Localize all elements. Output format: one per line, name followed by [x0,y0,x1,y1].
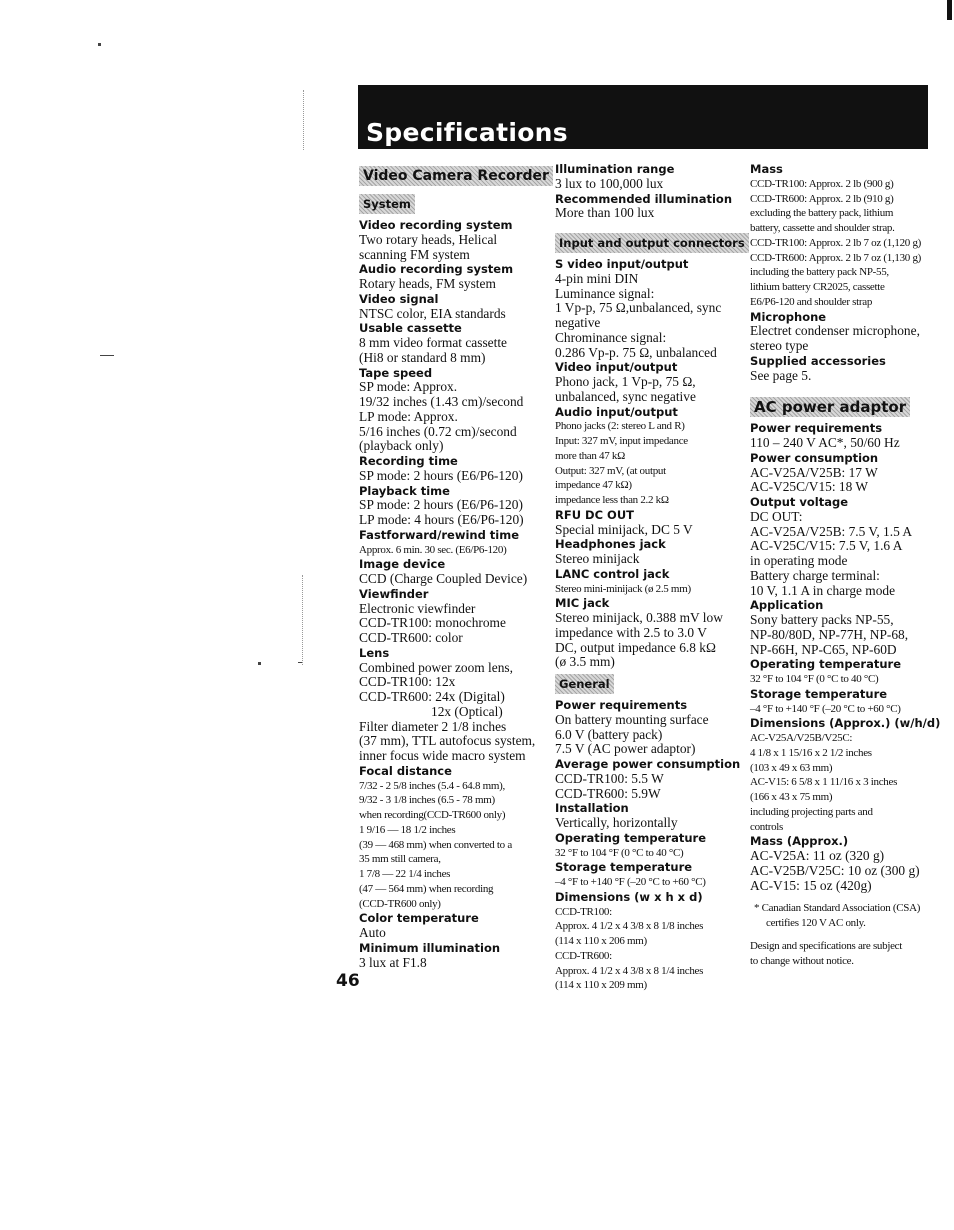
spec-value-small: Approx. 4 1/2 x 4 3/8 x 8 1/8 inches [555,920,704,933]
spec-label: Average power consumption [555,757,741,771]
spec-value: CCD-TR100: monochrome [359,615,506,631]
spec-value: 0.286 Vp-p. 75 Ω, unbalanced [555,344,717,360]
spec-value: Electret condenser microphone, [750,323,920,339]
spec-value: Auto [359,925,386,940]
spec-value: AC-V25A/V25B: 17 W [750,464,878,480]
spec-value: AC-V25B/V25C: 10 oz (300 g) [750,862,920,878]
spec-value-small: AC-V15: 6 5/8 x 1 11/16 x 3 inches [750,776,898,789]
spec-label: Usable cassette [359,321,462,336]
spec-value-small: 9/32 - 3 1/8 inches (6.5 - 78 mm) [359,794,495,807]
scan-speck [258,662,261,665]
section-heading-row [359,162,549,190]
spec-value: Combined power zoom lens, [359,659,513,675]
spec-value: 3 lux at F1.8 [359,954,427,970]
spec-value-small: lithium battery CR2025, cassette [750,281,885,293]
spec-value: Stereo minijack, 0.388 mV low [555,610,723,625]
scan-line [303,90,304,150]
spec-value-small: (CCD-TR600 only) [359,897,441,910]
page-number: 46 [336,971,360,991]
spec-label: Viewfinder [359,586,429,601]
spec-value: 1 Vp-p, 75 Ω,unbalanced, sync [555,300,722,316]
spec-value: Vertically, horizontally [555,815,678,830]
spec-label: LANC control jack [555,566,670,581]
spec-label: Video recording system [359,218,513,232]
spec-label: Operating temperature [750,657,901,672]
spec-value: (playback only) [359,438,444,454]
spec-value: Two rotary heads, Helical [359,231,498,247]
spec-value: 3 lux to 100,000 lux [555,175,664,191]
spec-value: inner focus wide macro system [359,748,526,763]
spec-value: CCD-TR100: 12x [359,674,456,690]
spec-label: Recommended illumination [555,191,733,206]
spec-column-1 [359,162,549,970]
spec-value-small: CCD-TR100: Approx. 2 lb 7 oz (1,120 g) [750,236,922,249]
spec-value: NP-66H, NP-C65, NP-60D [750,641,897,657]
spec-value: Luminance signal: [555,285,655,301]
spec-value-small: 35 mm still camera, [359,853,441,866]
spec-label: Application [750,598,824,613]
spec-value: CCD-TR600: 24x (Digital) [359,689,505,704]
spec-label: Lens [359,645,390,660]
spec-value: negative [555,315,601,330]
spec-label: MIC jack [555,596,610,611]
spec-label: Headphones jack [555,537,666,552]
spec-value-small: Input: 327 mV, input impedance [555,435,688,447]
spec-label: Video input/output [555,360,678,375]
spec-value: CCD (Charge Coupled Device) [359,571,528,586]
spec-value: Rotary heads, FM system [359,276,496,291]
spec-value-small: 32 °F to 104 °F (0 °C to 40 °C) [555,846,684,859]
section-heading: Input and output connectors [555,233,749,253]
spacer [750,893,940,901]
spec-value-small: CCD-TR600: Approx. 2 lb (910 g) [750,192,894,205]
spec-value-small: impedance 47 kΩ) [555,479,632,492]
footnote: * Canadian Standard Association (CSA) certifies 120 V AC only. [754,902,921,929]
spec-value-small: Approx. 6 min. 30 sec. (E6/P6-120) [359,543,507,556]
spec-value: DC, output impedance 6.8 kΩ [555,639,716,655]
spacer [750,383,940,393]
spec-label: Supplied accessories [750,353,886,368]
spec-value-small: CCD-TR100: Approx. 2 lb (900 g) [750,177,894,190]
spec-value-small: Phono jacks (2: stereo L and R) [555,420,685,433]
spec-value: DC OUT: [750,508,803,524]
spec-value: 5/16 inches (0.72 cm)/second [359,423,517,439]
spec-label: Minimum illumination [359,940,501,955]
spec-label: Illumination range [555,162,675,176]
spec-label: Tape speed [359,365,433,380]
spec-value-small: 4 1/8 x 1 15/16 x 2 1/2 inches [750,746,872,759]
spec-label: Power requirements [555,698,688,712]
spec-value: AC-V25C/V15: 7.5 V, 1.6 A [750,538,903,554]
spec-label: Mass [750,162,783,176]
spec-value-small: more than 47 kΩ [555,449,625,462]
spec-value-small: to change without notice. [750,954,854,967]
section-heading-row [555,670,745,698]
spec-value: NTSC color, EIA standards [359,305,506,321]
spec-value-small: Approx. 4 1/2 x 4 3/8 x 8 1/4 inches [555,964,704,977]
spec-value: scanning FM system [359,246,470,262]
spec-value: 19/32 inches (1.43 cm)/second [359,394,524,409]
spec-label: Focal distance [359,763,452,778]
spec-label: Operating temperature [555,830,706,845]
spec-value: impedance with 2.5 to 3.0 V [555,624,707,640]
spec-label: Audio recording system [359,262,514,277]
spec-value: SP mode: 2 hours (E6/P6-120) [359,467,523,483]
spec-value: Special minijack, DC 5 V [555,521,693,537]
section-heading: Video Camera Recorder [359,166,553,186]
spec-value: NP-80/80D, NP-77H, NP-68, [750,626,909,642]
scan-speck [98,43,101,46]
spec-value: Phono jack, 1 Vp-p, 75 Ω, [555,374,696,389]
spec-value-small: (47 — 564 mm) when recording [359,882,494,895]
section-heading-row [555,229,745,257]
spec-value: On battery mounting surface [555,711,709,727]
spec-value-small: (166 x 43 x 75 mm) [750,791,833,803]
spec-value: AC-V25C/V15: 18 W [750,479,869,495]
spec-value: CCD-TR100: 5.5 W [555,770,664,786]
spec-value-small: 32 °F to 104 °F (0 °C to 40 °C) [750,673,879,685]
spec-value: See page 5. [750,367,812,383]
spec-value: SP mode: 2 hours (E6/P6-120) [359,497,523,513]
spec-value-small: –4 °F to +140 °F (–20 °C to +60 °C) [555,876,706,888]
spec-value-small: Design and specifications are subject [750,939,903,952]
page-title: Specifications [366,118,568,147]
spec-value-small: including projecting parts and [750,805,873,818]
spec-value-small: E6/P6-120 and shoulder strap [750,295,873,308]
spec-value: stereo type [750,338,809,353]
spec-value: Battery charge terminal: [750,567,880,583]
spec-label: Dimensions (w x h x d) [555,889,703,904]
spec-value-small: 1 7/8 — 22 1/4 inches [359,868,451,880]
spec-value-small: CCD-TR600: [555,949,612,962]
spec-value: 110 – 240 V AC*, 50/60 Hz [750,435,900,450]
section-heading: AC power adaptor [750,397,910,417]
spec-label: Image device [359,557,446,572]
spec-value: AC-V15: 15 oz (420g) [750,877,872,893]
spec-value-small: Output: 327 mV, (at output [555,464,666,477]
spec-value-small: battery, cassette and shoulder strap. [750,222,895,234]
spec-value-small: (114 x 110 x 209 mm) [555,979,647,992]
spec-value: 8 mm video format cassette [359,335,507,350]
spacer [750,931,940,939]
spec-value: Sony battery packs NP-55, [750,612,894,627]
spec-value-small: excluding the battery pack, lithium [750,207,894,220]
spec-value: SP mode: Approx. [359,379,458,395]
spec-value-small: CCD-TR600: Approx. 2 lb 7 oz (1,130 g) [750,251,922,264]
spec-value: AC-V25A: 11 oz (320 g) [750,848,885,863]
spec-label: Power requirements [750,421,883,436]
spec-value-small: AC-V25A/V25B/V25C: [750,732,853,744]
spec-value: Electronic viewfinder [359,600,476,616]
spec-label: RFU DC OUT [555,507,635,522]
spec-value: (ø 3.5 mm) [555,654,615,670]
spec-value-small: impedance less than 2.2 kΩ [555,494,669,506]
spec-value-small: (114 x 110 x 206 mm) [555,935,647,947]
spec-label: Installation [555,801,629,816]
spec-value-small: including the battery pack NP-55, [750,266,889,279]
spec-value: CCD-TR600: 5.9W [555,785,661,801]
spec-column-2 [555,162,745,993]
spec-label: Mass (Approx.) [750,834,849,849]
spec-value: (Hi8 or standard 8 mm) [359,349,486,365]
spec-value: CCD-TR600: color [359,630,463,645]
spec-label: Recording time [359,454,458,468]
section-heading-row [359,190,545,218]
spec-value: 7.5 V (AC power adaptor) [555,741,696,757]
spec-value-small: when recording(CCD-TR600 only) [359,809,506,821]
spec-value: (37 mm), TTL autofocus system, [359,733,536,749]
spec-value-small: –4 °F to +140 °F (–20 °C to +60 °C) [750,702,901,715]
spec-value: 6.0 V (battery pack) [555,726,663,742]
spec-value: 4-pin mini DIN [555,270,639,286]
section-heading-row [750,393,940,421]
spec-label: S video input/output [555,257,689,271]
spec-value-small: controls [750,820,784,833]
spec-value: Filter diameter 2 1/8 inches [359,718,507,734]
section-heading: System [359,194,415,214]
spec-value: in operating mode [750,553,848,568]
spec-label: Audio input/output [555,404,678,419]
section-heading: General [555,674,614,694]
spec-label: Output voltage [750,495,849,509]
spec-label: Video signal [359,291,439,306]
title-banner [358,85,928,149]
spec-label: Color temperature [359,911,479,926]
spec-label: Power consumption [750,450,879,465]
spec-value: LP mode: 4 hours (E6/P6-120) [359,512,524,527]
spec-value: LP mode: Approx. [359,408,458,424]
spec-label: Fastforward/rewind time [359,527,520,542]
spec-value: unbalanced, sync negative [555,388,696,404]
spec-label: Storage temperature [555,860,693,875]
spec-column-3 [750,162,940,968]
spec-value: More than 100 lux [555,205,655,221]
spec-label: Dimensions (Approx.) (w/h/d) [750,716,941,731]
spacer [555,221,745,229]
spec-value-small: 1 9/16 — 18 1/2 inches [359,823,456,836]
spec-value-small: (39 — 468 mm) when converted to a [359,838,512,851]
spec-value: 12x (Optical) [431,703,503,719]
spec-value: 10 V, 1.1 A in charge mode [750,582,896,598]
spec-label: Microphone [750,309,827,324]
scan-speck [100,355,114,356]
spec-value: AC-V25A/V25B: 7.5 V, 1.5 A [750,523,913,539]
spec-value: Stereo minijack [555,551,640,566]
spec-value-small: Stereo mini-minijack (ø 2.5 mm) [555,582,691,595]
spec-label: Storage temperature [750,686,888,701]
scan-line [302,575,303,665]
spec-value-small: (103 x 49 x 63 mm) [750,761,833,774]
spec-value-small: CCD-TR100: [555,905,612,918]
spec-label: Playback time [359,483,450,498]
spec-value-small: 7/32 - 2 5/8 inches (5.4 - 64.8 mm), [359,779,505,792]
spec-value: Chrominance signal: [555,329,667,345]
page-edge-mark [947,0,952,20]
